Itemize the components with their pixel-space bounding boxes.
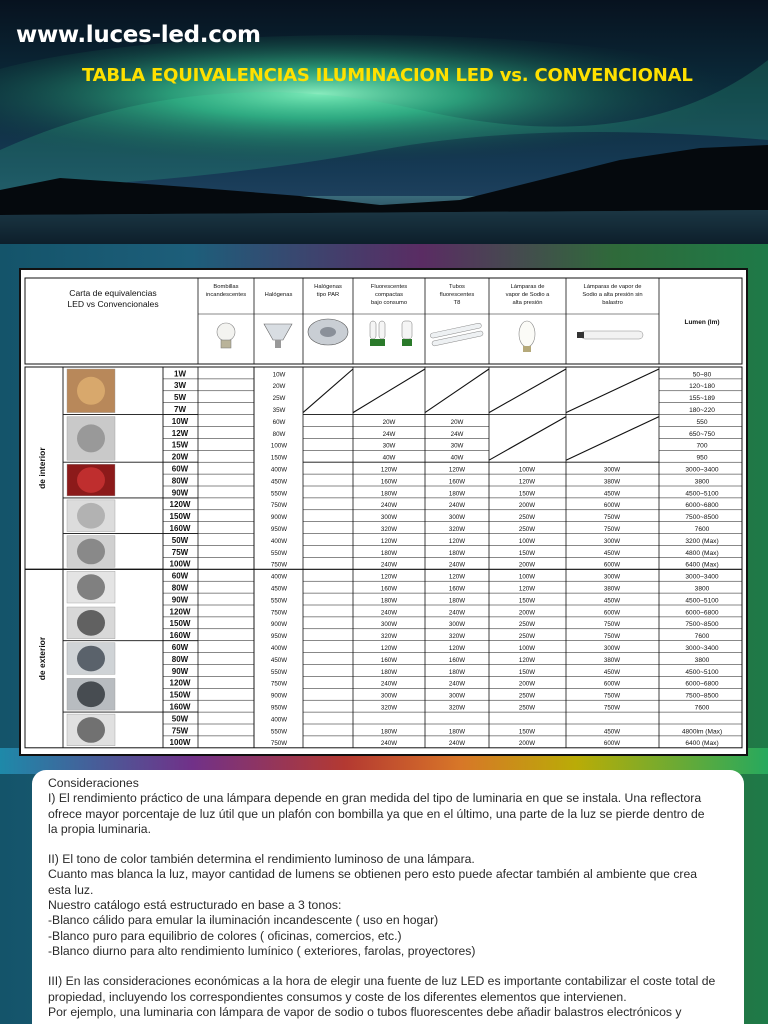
led-watt: 80W [171,654,189,664]
led-watt: 150W [169,690,191,700]
t8-watt: 30W [450,442,464,450]
lumen-value: 4800lm (Max) [681,728,723,736]
cfl-watt: 24W [382,430,396,438]
cfl-watt: 180W [380,490,398,498]
t8-watt: 120W [448,537,466,545]
column-header: tipo PAR [316,292,340,298]
column-header: incandescentes [205,292,247,298]
t8-watt: 20W [450,418,464,426]
empty-cell-slash [489,369,566,413]
led-watt: 50W [171,535,189,545]
t8-watt: 240W [448,609,466,617]
sodium-no-ballast-watt: 750W [603,526,621,533]
lumen-value: 4500~5100 [685,490,719,498]
cfl-watt: 160W [380,585,398,593]
lumen-value: 3000~3400 [685,466,719,474]
bulb-base [221,340,231,348]
product-shape [77,539,105,565]
lumen-value: 6400 (Max) [685,740,719,748]
t8-watt: 160W [448,478,466,486]
lumen-value: 4500~5100 [685,668,719,676]
lumen-value: 120~180 [689,383,715,391]
sodium-no-ballast-watt: 300W [603,573,621,581]
halogen-watt: 10W [272,371,286,379]
halogen-watt: 750W [270,740,288,748]
halogen-watt: 400W [270,716,288,724]
sodium-no-ballast-watt: 450W [603,728,621,736]
lumen-value: 950 [696,454,708,462]
column-header: Halógenas [314,284,342,290]
sodium-watt: 150W [518,549,536,557]
led-watt: 7W [174,405,186,414]
t8-watt: 240W [448,680,466,688]
led-watt: 1W [174,369,186,379]
paragraph-gap [48,959,744,974]
sodium-no-ballast-watt: 750W [603,633,621,641]
sodium-no-ballast-watt: 750W [603,514,621,522]
sodium-no-ballast-watt: 750W [603,692,621,700]
cfl-watt: 240W [380,740,398,748]
sodium-tube-lamp-icon [581,331,643,339]
t8-watt: 320W [448,633,466,641]
column-header: vapor de Sodio a [505,292,550,298]
page-title: TABLA EQUIVALENCIAS ILUMINACION LED vs. CONVENCIONAL [82,65,693,86]
note-line: propiedad, incluyendo los correspondientes consumos y coste de los diferentes elementos que intervienen. [48,989,627,1004]
led-watt: 150W [169,512,191,522]
t8-watt: 160W [448,656,466,664]
cfl-watt: 160W [380,656,398,664]
cfl-watt: 240W [380,680,398,688]
sodium-no-ballast-watt: 450W [603,490,621,498]
note-line: Por ejemplo, una luminaria con lámpara de vapor de sodio o tubos fluorescentes debe añadir balastros electrónicos y [48,1004,682,1019]
t8-watt: 180W [448,549,466,557]
cfl-watt: 180W [380,668,398,676]
empty-cell-slash [566,369,659,413]
product-shape [77,574,105,600]
considerations-panel [32,770,744,1024]
led-watt: 90W [171,488,189,498]
led-watt: 20W [171,452,189,462]
t8-watt: 300W [448,692,466,700]
halogen-watt: 450W [270,478,288,486]
halogen-pins [275,340,281,348]
product-shape [77,377,105,405]
sodium-no-ballast-watt: 450W [603,597,621,605]
corner-title: Carta de equivalencias [69,288,157,298]
section-label-interior: de interior [37,447,47,489]
sodium-watt: 200W [518,561,536,569]
product-shape [77,610,105,636]
t8-watt: 240W [448,740,466,748]
halogen-watt: 550W [270,490,288,498]
cfl-watt: 300W [380,692,398,700]
cfl-watt: 180W [380,728,398,736]
note-line: I) El rendimiento práctico de una lámpara depende en gran medida del tipo de luminaria en que se instala. Una reflectora [48,791,702,806]
par-center [320,327,336,337]
column-header: compactas [374,292,404,298]
sodium-watt: 200W [518,740,536,748]
lumen-value: 155~189 [689,395,715,403]
lumen-value: 7600 [694,526,710,533]
sodium-watt: 250W [518,692,536,700]
sodium-watt: 250W [518,526,536,533]
cfl-watt: 240W [380,561,398,569]
t8-watt: 40W [450,454,464,462]
sodium-base [523,346,531,352]
product-shape [77,467,105,493]
cfl-watt: 120W [380,537,398,545]
note-line: ofrece mayor porcentaje de luz útil que un plafón con bombilla ya que en el último, una parte de la luz se pierde dentro de [48,806,705,821]
cfl-base [370,339,385,346]
halogen-watt: 100W [270,442,288,450]
lumen-value: 6000~6800 [685,680,719,688]
sodium-no-ballast-watt: 750W [603,704,621,712]
cfl-watt: 320W [380,526,398,533]
sodium-no-ballast-watt: 380W [603,478,621,486]
halogen-watt: 60W [272,418,286,426]
sodium-watt: 100W [518,645,536,652]
product-shape [77,646,105,672]
halogen-watt: 400W [270,573,288,581]
equivalence-table [19,268,748,756]
cfl-watt: 40W [382,454,396,462]
note-line: Consideraciones [48,776,139,790]
led-watt: 10W [171,416,189,426]
lumen-value: 3000~3400 [685,573,719,581]
sodium-no-ballast-watt: 600W [603,561,621,569]
halogen-watt: 450W [270,656,288,664]
note-line: -Blanco puro para equilibrio de colores ( oficinas, comercios, etc.) [48,928,402,943]
column-header: Bombillas [213,284,239,290]
sodium-no-ballast-watt: 380W [603,585,621,593]
product-shape [77,503,105,529]
halogen-watt: 900W [270,692,288,700]
t8-watt: 180W [448,490,466,498]
halogen-watt: 550W [270,549,288,557]
led-watt: 3W [174,381,186,391]
cfl-watt: 120W [380,645,398,652]
note-line: -Blanco diurno para alto rendimiento lumínico ( exteriores, farolas, proyectores) [48,943,476,958]
halogen-watt: 450W [270,585,288,593]
lumen-value: 3000~3400 [685,645,719,652]
lumen-value: 7500~8500 [685,621,719,629]
sodium-watt: 200W [518,680,536,688]
sodium-no-ballast-watt: 750W [603,621,621,629]
column-header: Fluorescentes [370,284,408,290]
t8-watt: 120W [448,645,466,652]
column-header: Halógenas [264,292,293,298]
cfl-tube [379,321,385,339]
led-watt: 160W [169,631,191,641]
cfl-watt: 320W [380,633,398,641]
t8-watt: 240W [448,502,466,510]
lumen-value: 50~80 [692,371,712,379]
led-watt: 60W [171,571,189,581]
cfl-watt: 30W [382,442,396,450]
cfl-watt: 240W [380,502,398,510]
halogen-watt: 150W [270,454,288,462]
sodium-watt: 150W [518,597,536,605]
sodium-watt: 100W [518,573,536,581]
note-line: II) El tono de color también determina el rendimiento luminoso de una lámpara. [48,852,475,867]
lumen-value: 7600 [694,633,710,641]
t8-watt: 180W [448,728,466,736]
sodium-watt: 120W [518,478,536,486]
halogen-watt: 750W [270,561,288,569]
t8-watt: 300W [448,514,466,522]
cfl-spiral-icon [402,321,412,339]
lumen-value: 6000~6800 [685,609,719,617]
cfl-watt: 300W [380,621,398,629]
column-header: balastro [602,300,623,306]
section-label-exterior: de exterior [37,636,47,681]
column-header: Lámparas de [510,284,545,290]
t8-watt: 120W [448,466,466,474]
sodium-no-ballast-watt: 450W [603,668,621,676]
product-shape [77,424,105,452]
sodium-no-ballast-watt: 300W [603,537,621,545]
sodium-watt: 200W [518,502,536,510]
led-watt: 80W [171,476,189,486]
t8-watt: 300W [448,621,466,629]
sodium-no-ballast-watt: 450W [603,549,621,557]
sodium-no-ballast-watt: 380W [603,656,621,664]
t8-watt: 320W [448,704,466,712]
product-shape [77,681,105,707]
led-watt: 50W [171,714,189,724]
sodium-watt: 120W [518,585,536,593]
led-watt: 5W [174,393,186,403]
cfl-base [402,339,412,346]
t8-watt: 160W [448,585,466,593]
empty-cell-slash [425,369,489,413]
cfl-watt: 180W [380,597,398,605]
led-watt: 120W [169,678,191,688]
lumen-value: 7500~8500 [685,514,719,522]
sodium-watt: 250W [518,704,536,712]
led-watt: 120W [169,500,191,510]
column-header: T8 [453,300,461,306]
sodium-no-ballast-watt: 600W [603,502,621,510]
sodium-no-ballast-watt: 300W [603,466,621,474]
cfl-watt: 320W [380,704,398,712]
halogen-watt: 950W [270,526,288,533]
led-watt: 75W [171,547,189,557]
led-watt: 160W [169,524,191,533]
sodium-watt: 150W [518,728,536,736]
halogen-watt: 20W [272,383,286,391]
halogen-watt: 750W [270,502,288,510]
incandescent-bulb-icon [217,323,235,341]
t8-watt: 240W [448,561,466,569]
lumen-value: 3200 (Max) [685,537,719,545]
cfl-watt: 120W [380,466,398,474]
column-header: alta presión [512,300,543,306]
lumen-value: 700 [696,442,708,450]
column-header: Lámparas de vapor de [583,284,642,290]
column-header: Sodio a alta presión sin [582,292,643,298]
halogen-watt: 950W [270,704,288,712]
cfl-watt: 20W [382,418,396,426]
led-watt: 160W [169,702,191,712]
halogen-watt: 400W [270,466,288,474]
halogen-watt: 550W [270,597,288,605]
lumen-value: 180~220 [689,407,715,414]
empty-cell-slash [566,417,659,461]
halogen-watt: 900W [270,514,288,522]
sodium-watt: 120W [518,656,536,664]
led-watt: 90W [171,595,189,605]
lumen-value: 550 [696,418,708,426]
halogen-watt: 900W [270,621,288,629]
t8-watt: 320W [448,526,466,533]
sodium-watt: 250W [518,621,536,629]
sodium-watt: 150W [518,490,536,498]
note-line: esta luz. [48,882,94,897]
led-watt: 60W [171,643,189,652]
sodium-no-ballast-watt: 600W [603,740,621,748]
t8-watt: 24W [450,430,464,438]
led-watt: 100W [169,738,191,748]
lumen-value: 650~750 [689,430,715,438]
cfl-watt: 160W [380,478,398,486]
sodium-watt: 200W [518,609,536,617]
cfl-watt: 120W [380,573,398,581]
note-line: -Blanco cálido para emular la iluminación incandescente ( uso en hogar) [48,913,439,928]
led-watt: 12W [171,428,189,438]
halogen-watt: 80W [272,430,286,438]
product-shape [77,717,105,743]
note-line: la propia luminaria. [48,821,151,836]
paragraph-gap [48,837,744,852]
lumen-header: Lumen (lm) [684,319,720,326]
halogen-watt: 25W [272,395,286,403]
led-watt: 80W [171,583,189,593]
t8-watt: 180W [448,597,466,605]
empty-cell-slash [489,417,566,461]
halogen-reflector-icon [264,324,292,340]
led-watt: 75W [171,726,189,736]
sodium-watt: 100W [518,466,536,474]
led-watt: 150W [169,619,191,629]
lumen-value: 4500~5100 [685,597,719,605]
led-watt: 60W [171,464,189,474]
halogen-watt: 750W [270,609,288,617]
led-watt: 15W [171,440,189,450]
cfl-bulb-icon [370,321,376,339]
sodium-watt: 250W [518,514,536,522]
sodium-watt: 150W [518,668,536,676]
halogen-watt: 400W [270,537,288,545]
lumen-value: 3800 [694,478,710,486]
halogen-watt: 400W [270,645,288,652]
sodium-lamp-icon [519,321,535,347]
site-url[interactable]: www.luces-led.com [16,22,261,48]
empty-cell-slash [303,369,353,413]
lumen-value: 3800 [694,585,710,593]
lumen-value: 6000~6800 [685,502,719,510]
column-header: Tubos [449,284,465,290]
sodium-no-ballast-watt: 600W [603,609,621,617]
led-watt: 90W [171,666,189,676]
lumen-value: 7500~8500 [685,692,719,700]
sodium-watt: 250W [518,633,536,641]
halogen-watt: 35W [272,407,286,414]
note-line: Nuestro catálogo está estructurado en base a 3 tonos: [48,898,342,913]
lumen-value: 7600 [694,704,710,712]
led-watt: 100W [169,559,191,569]
sodium-no-ballast-watt: 600W [603,680,621,688]
cfl-watt: 300W [380,514,398,522]
corner-title: LED vs Convencionales [67,299,159,309]
lumen-value: 3800 [694,656,710,664]
lumen-value: 6400 (Max) [685,561,719,569]
note-line: Cuanto mas blanca la luz, mayor cantidad de lumens se obtienen pero esto puede afectar también al ambiente que crea [48,867,698,882]
halogen-watt: 550W [270,668,288,676]
cfl-watt: 180W [380,549,398,557]
sodium-watt: 100W [518,537,536,545]
halogen-watt: 950W [270,633,288,641]
sodium-tube-base [577,332,584,338]
column-header: bajo consumo [370,300,408,306]
halogen-watt: 550W [270,728,288,736]
t8-watt: 120W [448,573,466,581]
cfl-watt: 240W [380,609,398,617]
table-grid [21,270,746,754]
note-line: III) En las consideraciones económicas a la hora de elegir una fuente de luz LED es importante contabilizar el coste total de [48,974,716,989]
sodium-no-ballast-watt: 300W [603,645,621,652]
empty-cell-slash [353,369,425,413]
lumen-value: 4800 (Max) [685,549,719,557]
halogen-watt: 750W [270,680,288,688]
led-watt: 120W [169,607,191,617]
column-header: fluorescentes [439,292,475,298]
t8-watt: 180W [448,668,466,676]
